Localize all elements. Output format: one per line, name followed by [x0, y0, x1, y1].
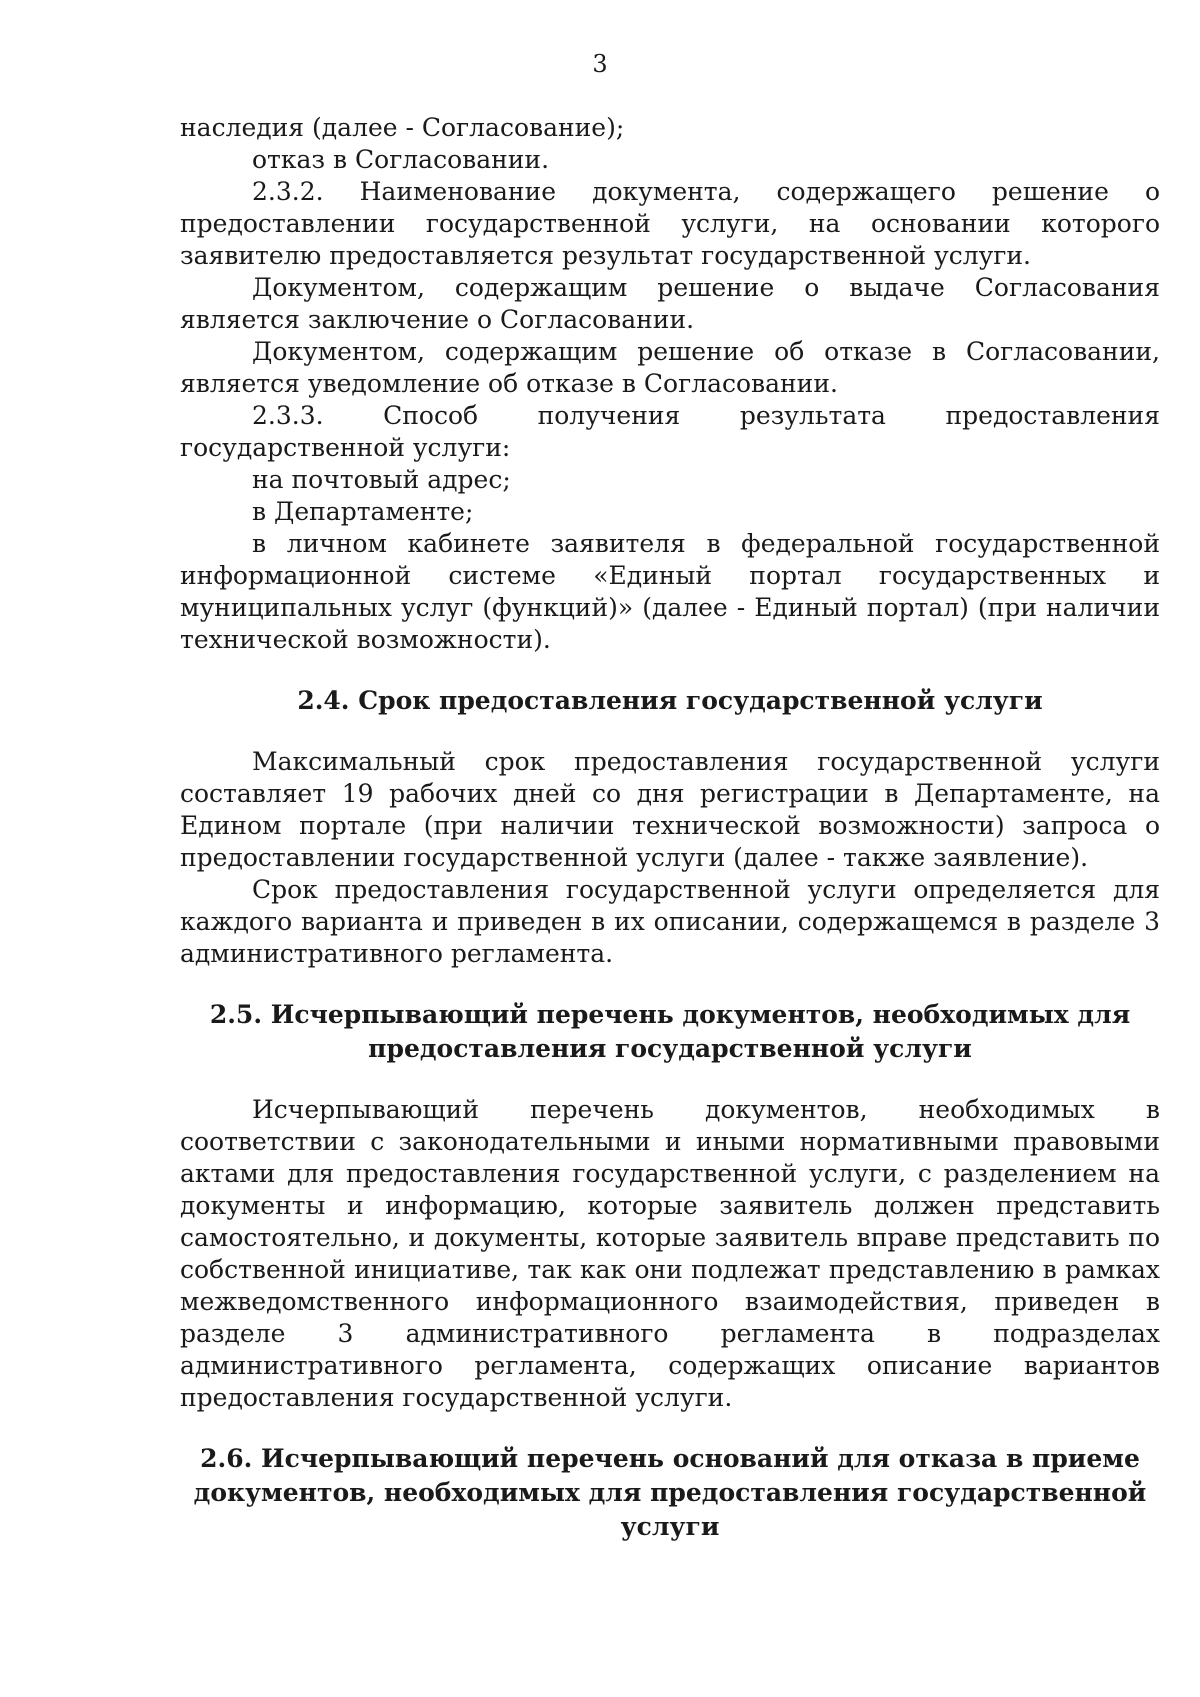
heading-line: 2.5. Исчерпывающий перечень документов, необходимых для — [209, 1000, 1131, 1029]
paragraph: Максимальный срок предоставления государственной услуги составляет 19 рабочих дней со дня регистрации в Департаменте, на Едином портале (при наличии технической возможности) запроса о предоставлении государственной услуги (далее - также заявление). — [180, 747, 1160, 872]
section-heading-2-5 — [180, 998, 1160, 1066]
paragraph: Срок предоставления государственной услуги определяется для каждого варианта и приведен в их описании, содержащемся в разделе 3 административного регламента. — [180, 875, 1160, 968]
paragraph: отказ в Согласовании. — [252, 145, 550, 174]
paragraph: наследия (далее - Согласование); — [180, 113, 625, 142]
heading-line: документов, необходимых для предоставления государственной услуги — [193, 1478, 1147, 1541]
paragraph: 2.3.2. Наименование документа, содержащего решение о предоставлении государственной услуги, на основании которого заявителю предоставляется результат государственной услуги. — [180, 177, 1160, 270]
section-heading-2-6 — [180, 1442, 1160, 1544]
list-item: в Департаменте; — [252, 497, 474, 526]
list-item: на почтовый адрес; — [252, 465, 511, 494]
paragraph: Исчерпывающий перечень документов, необходимых в соответствии с законодательными и иными нормативными правовыми актами для предоставления государственной услуги, с разделением на документы и информацию, которые заявитель должен представить самостоятельно, и документы, которые заявитель вправе представить по собственной инициативе, так как они подлежат представлению в рамках межведомственного информационного взаимодействия, приведен в разделе 3 административного регламента в подразделах административного регламента, содержащих описание вариантов предоставления государственной услуги. — [180, 1095, 1160, 1412]
section-heading-2-4: 2.4. Срок предоставления государственной услуги — [297, 686, 1043, 715]
heading-line: предоставления государственной услуги — [368, 1034, 972, 1063]
list-item: в личном кабинете заявителя в федеральной государственной информационной системе «Единый портал государственных и муниципальных услуг (функций)» (далее - Единый портал) (при наличии технической возможности). — [180, 529, 1160, 654]
paragraph: 2.3.3. Способ получения результата предоставления государственной услуги: — [180, 401, 1160, 462]
document-body — [180, 112, 1160, 1544]
page-number: 3 — [592, 50, 608, 78]
paragraph: Документом, содержащим решение о выдаче Согласования является заключение о Согласовании. — [180, 273, 1160, 334]
paragraph: Документом, содержащим решение об отказе в Согласовании, является уведомление об отказе в Согласовании. — [180, 337, 1160, 398]
heading-line: 2.6. Исчерпывающий перечень оснований для отказа в приеме — [200, 1444, 1140, 1473]
